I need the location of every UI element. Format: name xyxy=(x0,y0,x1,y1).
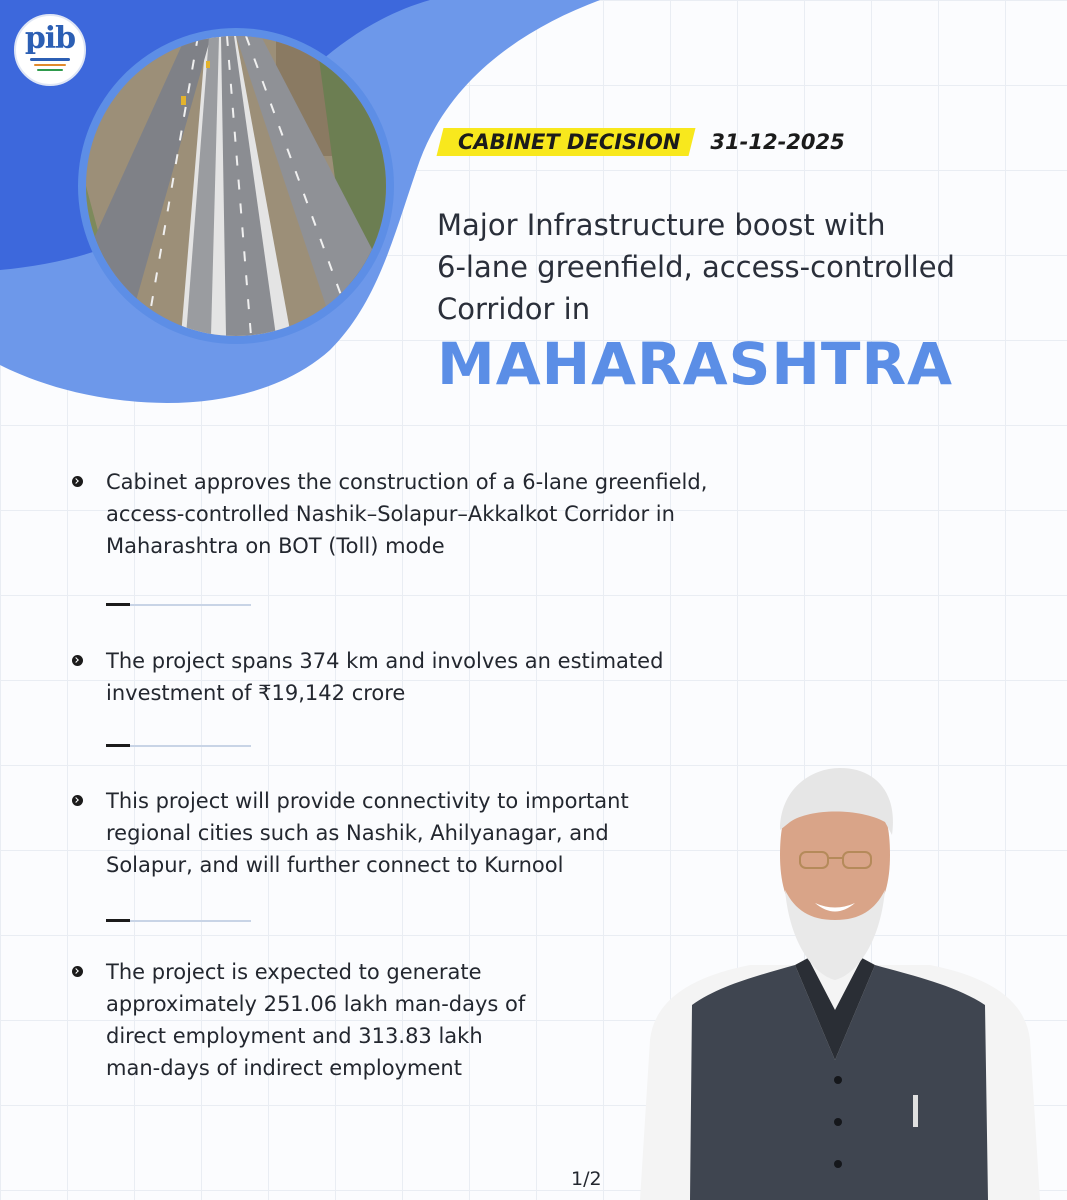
highway-photo xyxy=(86,36,386,336)
key-point-line: This project will provide connectivity to important xyxy=(106,789,629,813)
divider xyxy=(106,920,251,922)
chevron-right-circle-icon xyxy=(72,655,83,666)
key-point-line: Cabinet approves the construction of a 6-lane greenfield, xyxy=(106,470,708,494)
key-point-text xyxy=(106,956,525,1084)
cabinet-decision-label: CABINET DECISION xyxy=(458,130,681,154)
key-point-line: approximately 251.06 lakh man-days of xyxy=(106,992,526,1016)
headline-line: Corridor in xyxy=(437,292,591,326)
logo-line-green xyxy=(37,69,63,71)
logo-line-blue xyxy=(30,58,70,61)
decision-date: 31-12-2025 xyxy=(710,130,845,154)
key-point xyxy=(72,466,707,562)
key-point xyxy=(72,785,629,881)
pib-logo xyxy=(14,14,86,86)
key-point-line: The project spans 374 km and involves an estimated xyxy=(106,649,664,673)
key-point-line: Solapur, and will further connect to Kurnool xyxy=(106,853,564,877)
key-point-line: access-controlled Nashik–Solapur–Akkalkot Corridor in xyxy=(106,502,675,526)
key-point-text xyxy=(106,466,707,562)
headline xyxy=(437,204,955,330)
headline-line: 6-lane greenfield, access-controlled xyxy=(437,250,955,284)
chevron-right-circle-icon xyxy=(72,476,83,487)
state-name: MAHARASHTRA xyxy=(437,330,954,398)
logo-line-orange xyxy=(34,64,66,66)
key-point-line: man-days of indirect employment xyxy=(106,1056,462,1080)
key-point xyxy=(72,956,525,1084)
key-point-line: investment of ₹19,142 crore xyxy=(106,681,406,705)
chevron-right-circle-icon xyxy=(72,795,83,806)
key-point-line: Maharashtra on BOT (Toll) mode xyxy=(106,534,445,558)
chevron-right-circle-icon xyxy=(72,966,83,977)
key-point-line: direct employment and 313.83 lakh xyxy=(106,1024,483,1048)
key-point-text xyxy=(106,645,663,709)
decision-header xyxy=(440,128,845,156)
headline-line: Major Infrastructure boost with xyxy=(437,208,886,242)
divider xyxy=(106,604,251,606)
key-point-line: regional cities such as Nashik, Ahilyanagar, and xyxy=(106,821,609,845)
portrait-photo xyxy=(630,760,1050,1200)
key-point xyxy=(72,645,663,709)
key-point-line: The project is expected to generate xyxy=(106,960,482,984)
key-point-text xyxy=(106,785,629,881)
cabinet-decision-tag xyxy=(437,128,696,156)
divider xyxy=(106,745,251,747)
page-indicator: 1/2 xyxy=(571,1168,602,1190)
pib-logo-text: pib xyxy=(24,21,76,56)
